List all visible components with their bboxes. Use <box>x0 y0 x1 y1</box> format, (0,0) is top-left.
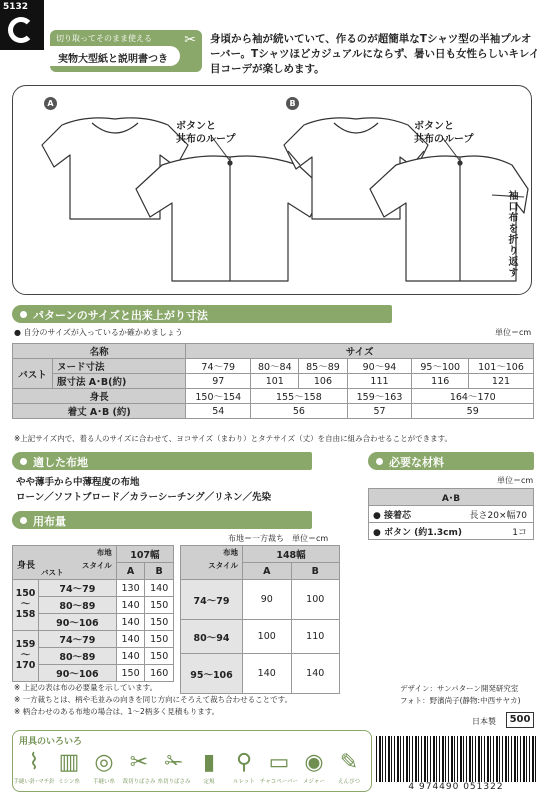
materials-head: A･B <box>369 489 534 506</box>
tool-ruler: ▮ 定規 <box>194 749 224 785</box>
tool-pins: ⌇ 手縫い針･マチ針 <box>13 750 55 785</box>
callout-b-cuff: 袖口布を折り返す <box>506 190 517 278</box>
material-name: ● 接着芯 <box>369 506 467 523</box>
tool-thread-scissors: ✁ 糸切りばさみ <box>157 750 191 785</box>
catalog-number: 5132 <box>3 2 29 12</box>
length-label: 着丈 A･B (約) <box>13 404 186 419</box>
col-a: A <box>243 563 292 580</box>
made-in: 日本製 <box>472 717 496 726</box>
badge-b: B <box>286 97 299 110</box>
nude-cell: 101〜106 <box>469 359 534 374</box>
width-148: 148幅 <box>243 546 340 563</box>
b-cell: 140 <box>291 654 340 694</box>
tool-pencil: ✎ えんぴつ <box>334 749 364 785</box>
b-cell: 150 <box>145 597 174 614</box>
length-cell: 56 <box>251 404 347 419</box>
nude-label: ヌード寸法 <box>53 359 186 374</box>
garment-cell: 111 <box>347 374 412 389</box>
garment-cell: 106 <box>299 374 347 389</box>
yardage-section-header: 用布量 <box>12 511 312 529</box>
garment-cell: 97 <box>186 374 251 389</box>
needle-icon: ⌇ <box>28 750 40 775</box>
yardage-meta: 布地＝一方裁ち 単位＝cm <box>228 534 329 543</box>
snips-icon: ✁ <box>164 750 184 775</box>
tools-title: 用具のいろいろ <box>19 737 83 747</box>
tools-frame <box>12 730 372 792</box>
a-cell: 150 <box>116 665 145 682</box>
a-cell: 140 <box>243 654 292 694</box>
bust-cell: 74〜79 <box>39 580 117 597</box>
bust-cell: 80〜89 <box>39 597 117 614</box>
height-label: 身長 <box>13 389 186 404</box>
credit-design: デザイン：サンパターン開発研究室 <box>400 684 519 693</box>
brand-logo <box>0 0 44 50</box>
garment-cell: 116 <box>412 374 469 389</box>
bust-cell: 80〜94 <box>181 620 243 654</box>
height-group: 159 〜 170 <box>13 631 39 682</box>
nude-cell: 95〜100 <box>412 359 469 374</box>
b-cell: 100 <box>291 580 340 620</box>
yardage-note: ※ 一方裁ちとは、柄や毛並みの向きを同じ方向にそろえて裁ち合わせることです。 <box>14 695 293 704</box>
bust-cell: 90〜106 <box>39 665 117 682</box>
price-box: 500 <box>506 712 534 728</box>
nude-cell: 80〜84 <box>251 359 299 374</box>
col-a: A <box>116 563 145 580</box>
garment-cell: 101 <box>251 374 299 389</box>
chalk-paper-icon: ▭ <box>268 750 290 775</box>
height-cell: 155〜158 <box>251 389 347 404</box>
length-cell: 59 <box>412 404 534 419</box>
yardage-table-148: 布地 スタイル 148幅 A B 74〜79 90 100 80〜94 100 110 95〜106 140 140 <box>180 545 340 694</box>
material-value: 1コ <box>466 523 533 540</box>
fabric-line2: ローン／ソフトブロード／カラーシーチング／リネン／先染 <box>16 492 271 503</box>
nude-cell: 85〜89 <box>299 359 347 374</box>
a-cell: 130 <box>116 580 145 597</box>
cut-label <box>50 30 202 72</box>
b-cell: 150 <box>145 648 174 665</box>
a-cell: 140 <box>116 597 145 614</box>
pencil-icon: ✎ <box>339 750 359 775</box>
materials-unit: 単位＝cm <box>497 476 534 485</box>
nude-cell: 90〜94 <box>347 359 412 374</box>
size-table <box>12 343 534 419</box>
width-107: 107幅 <box>116 546 173 563</box>
b-cell: 110 <box>291 620 340 654</box>
garment-label: 服寸法 A･B(約) <box>53 374 186 389</box>
height-cell: 150〜154 <box>186 389 251 404</box>
a-cell: 90 <box>243 580 292 620</box>
head-name: 名称 <box>13 344 186 359</box>
thread-spool-icon: ▥ <box>58 750 80 775</box>
tracing-wheel-icon: ⚲ <box>235 750 253 775</box>
b-cell: 140 <box>145 580 174 597</box>
barcode-number: 4 974490 051322 <box>376 782 536 792</box>
ruler-icon: ▮ <box>202 750 216 775</box>
tool-hand-thread: ◎ 手縫い糸 <box>89 749 119 785</box>
col-b: B <box>291 563 340 580</box>
cut-label-main: 実物大型紙と説明書つき <box>50 46 180 66</box>
material-name: ● ボタン (約1.3cm) <box>369 523 467 540</box>
a-cell: 140 <box>116 631 145 648</box>
fabric-section-header: 適した布地 <box>12 452 312 470</box>
length-cell: 57 <box>347 404 412 419</box>
badge-a: A <box>44 97 57 110</box>
a-cell: 100 <box>243 620 292 654</box>
yardage-table-107: 布地 スタイル 身長 バスト 107幅 A B 150 〜 158 74〜79 130 140 80〜89 140 150 90〜106 140 150 159 〜 170 74〜79 140 150 80〜89 140 150 90〜106 150 160 <box>12 545 174 682</box>
b-cell: 160 <box>145 665 174 682</box>
col-b: B <box>145 563 174 580</box>
bust-cell: 90〜106 <box>39 614 117 631</box>
length-cell: 54 <box>186 404 251 419</box>
fabric-line1: やや薄手から中薄程度の布地 <box>16 477 140 488</box>
bust-cell: 74〜79 <box>181 580 243 620</box>
intro-text: 身頃から袖が続いていて、作るのが超簡単なTシャツ型の半袖プルオーバー。Tシャツほどカジュアルにならず、暑い日も女性らしいキレイ目コーデが楽しめます。 <box>210 33 540 76</box>
credit-photo: フォト：野濱尚子(静物:中西サヤカ) <box>400 696 521 705</box>
bust-cell: 80〜89 <box>39 648 117 665</box>
height-group: 150 〜 158 <box>13 580 39 631</box>
c-logo-icon <box>8 17 34 43</box>
tool-machine-thread: ▥ ミシン糸 <box>54 749 84 785</box>
materials-section-header: 必要な材料 <box>368 452 534 470</box>
a-cell: 140 <box>116 614 145 631</box>
tool-tracing-wheel: ⚲ ルレット <box>229 749 259 785</box>
b-cell: 150 <box>145 614 174 631</box>
thread-icon: ◎ <box>94 750 114 775</box>
tool-shears: ✂ 裁切りばさみ <box>122 750 156 785</box>
garment-illustrations <box>12 85 532 295</box>
height-cell: 164〜170 <box>412 389 534 404</box>
height-cell: 159〜163 <box>347 389 412 404</box>
garment-cell: 121 <box>469 374 534 389</box>
tape-measure-icon: ◉ <box>304 750 324 775</box>
material-value: 長さ20×幅70 <box>466 506 533 523</box>
b-cell: 150 <box>145 631 174 648</box>
bust-cell: 74〜79 <box>39 631 117 648</box>
size-footnote: ※上記サイズ内で、着る人のサイズに合わせて、ヨコサイズ（まわり）とタテサイズ（丈）を自由に組み合わせることができます。 <box>14 434 452 443</box>
nude-cell: 74〜79 <box>186 359 251 374</box>
scissors-icon: ✂ <box>184 32 196 48</box>
bust-label: バスト <box>13 359 53 389</box>
size-unit: 単位＝cm <box>495 328 532 337</box>
scissors-icon: ✂ <box>129 750 149 775</box>
tool-chalk-paper: ▭ チャコペーパー <box>259 750 299 785</box>
materials-table <box>368 488 534 540</box>
size-section-header: パターンのサイズと出来上がり寸法 <box>12 305 392 323</box>
yardage-note: ※ 上記の表は布の必要量を示しています。 <box>14 683 158 692</box>
callout-b-button-loop: ボタンと 共布のループ <box>414 121 474 145</box>
tool-tape-measure: ◉ メジャー <box>299 749 329 785</box>
size-note: ● 自分のサイズが入っているか確かめましょう <box>14 328 183 337</box>
callout-a-button-loop: ボタンと 共布のループ <box>176 121 236 145</box>
cut-label-sub: 切り取ってそのまま使える <box>56 34 152 43</box>
a-cell: 140 <box>116 648 145 665</box>
head-size: サイズ <box>186 344 534 359</box>
barcode <box>376 736 536 782</box>
bust-cell: 95〜106 <box>181 654 243 694</box>
yardage-note: ※ 柄合わせのある布地の場合は、1〜2柄多く見積もります。 <box>14 707 220 716</box>
